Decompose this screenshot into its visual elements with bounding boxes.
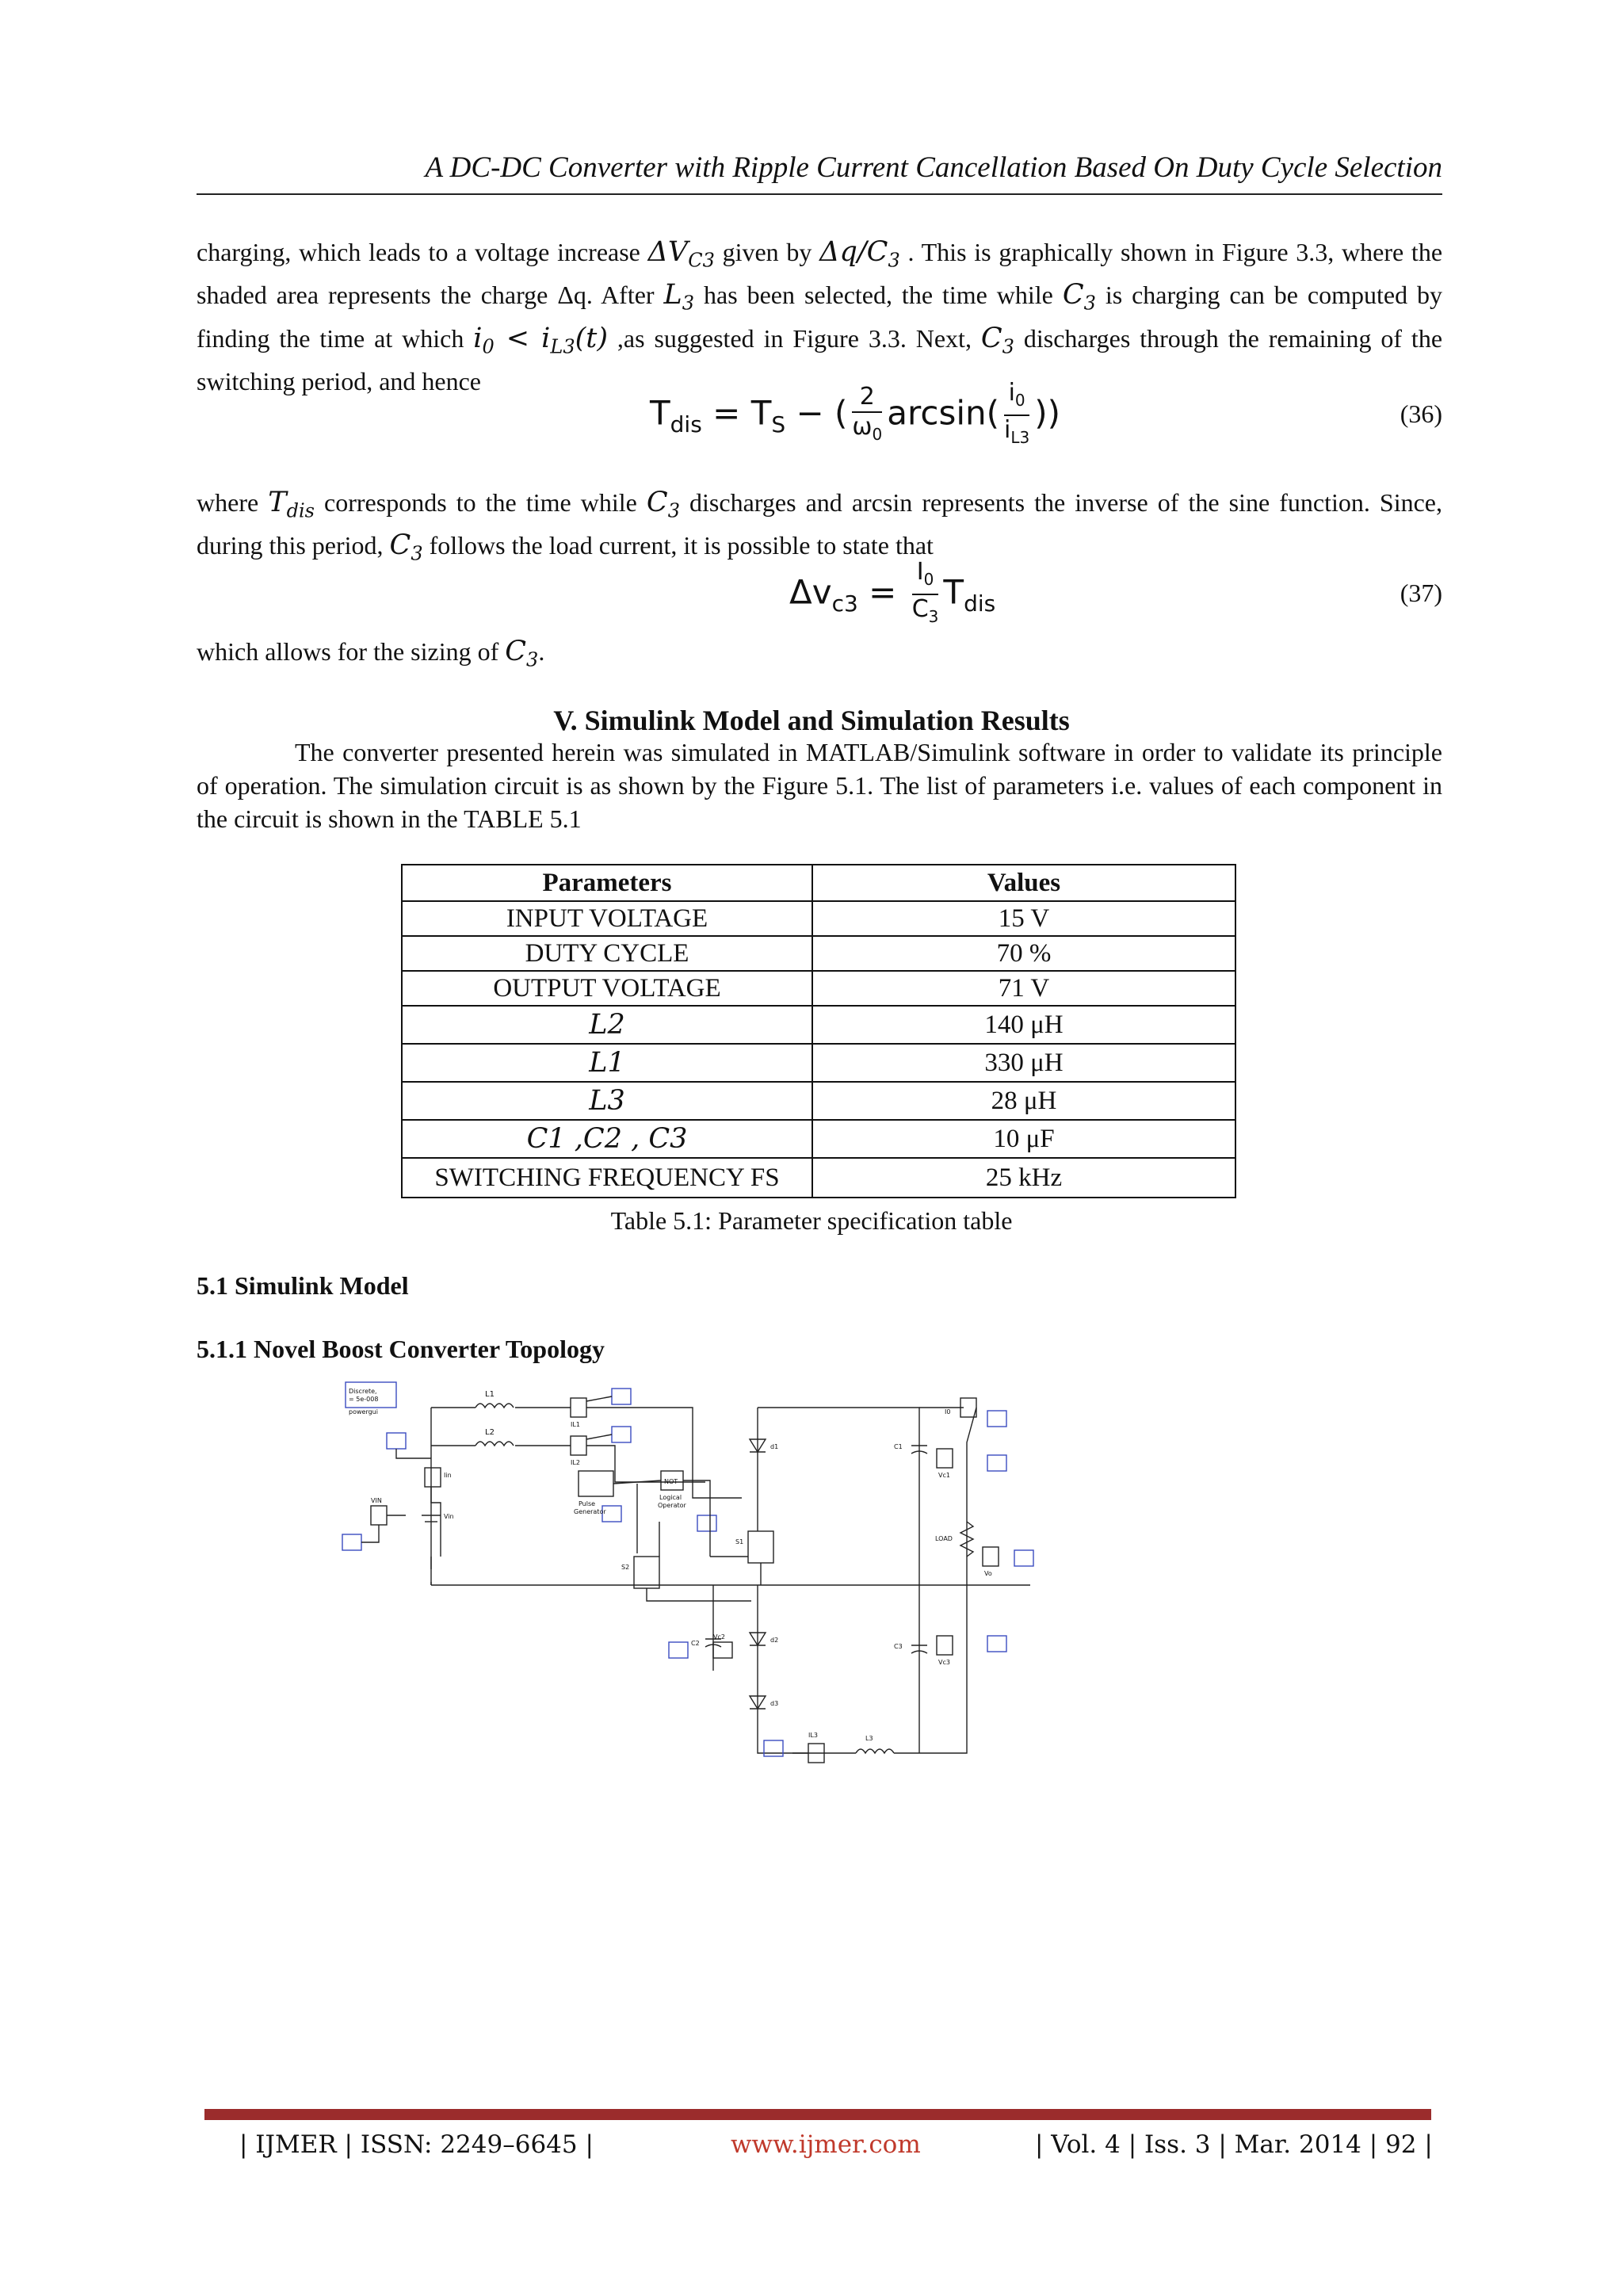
inductor-l3-coil (856, 1749, 894, 1753)
footer-journal: | IJMER | ISSN: 2249–6645 | (239, 2130, 594, 2159)
table-row (402, 1044, 1235, 1082)
equation-36: $T_{dis} = T_S$ − ( $\frac{2}{\omega_0}$ arcsin( $\frac{i_0}{i_{L3}}$ )) (650, 379, 1061, 447)
label-i0: I0 (945, 1408, 951, 1415)
table-row (402, 1120, 1235, 1158)
inductor-l1-coil (475, 1404, 514, 1408)
parameter-table (401, 864, 1236, 1198)
table-cell: 15 V (812, 901, 1235, 936)
label-d3: d3 (770, 1700, 779, 1707)
table-caption: Table 5.1: Parameter specification table (610, 1206, 1013, 1235)
header-rule (197, 193, 1442, 195)
table-header-row (402, 865, 1235, 901)
table-cell: 71 V (812, 971, 1235, 1006)
equation-36-number: (36) (1400, 399, 1442, 428)
table-cell: L1 (402, 1044, 812, 1082)
table-cell: DUTY CYCLE (402, 936, 812, 971)
label-d2: d2 (770, 1637, 779, 1644)
powergui-line2: = 5e-008 (349, 1396, 379, 1403)
sizing-sentence: which allows for the sizing of $C_3$. (197, 636, 545, 671)
simulink-circuit-diagram (333, 1379, 1284, 1950)
label-c2: C2 (691, 1640, 700, 1647)
table-cell: L3 (402, 1082, 812, 1120)
section-title: V. Simulink Model and Simulation Results (553, 705, 1070, 736)
table-cell: 330 μH (812, 1044, 1235, 1082)
label-vc1: Vc1 (938, 1472, 950, 1479)
table-cell: SWITCHING FREQUENCY FS (402, 1158, 812, 1198)
table-cell: OUTPUT VOLTAGE (402, 971, 812, 1006)
label-logical: Logical (659, 1494, 682, 1501)
footer-bar (204, 2109, 1431, 2120)
table-cell: INPUT VOLTAGE (402, 901, 812, 936)
table-row (402, 971, 1235, 1006)
table-row (402, 1006, 1235, 1044)
label-il2: IL2 (571, 1459, 580, 1466)
label-l1: L1 (485, 1390, 495, 1399)
table-cell: 140 μH (812, 1006, 1235, 1044)
equation-37: $\Delta v_{c3}$ = $\frac{I_0}{C_3}$ $T_{dis}$ (789, 558, 996, 626)
label-vc3: Vc3 (938, 1659, 950, 1666)
equation-37-number: (37) (1400, 579, 1442, 607)
table-cell: L2 (402, 1006, 812, 1044)
subsection-heading: 5.1 Simulink Model (197, 1271, 409, 1300)
table-row (402, 901, 1235, 936)
intro-paragraph: charging, which leads to a voltage increase $\Delta V_{C3}$ given by $\Delta q/C_3$ . This is graphically shown in Figure 3.3, where the shaded area represents the charge Δq. After $L_3$ has been selected, the time while $C_3$ is charging can be computed by finding the time at which $i_0 < i_{L3}(t)$ ,as suggested in Figure 3.3. Next, $C_3$ discharges through the remaining of the switching period, and hence (197, 236, 1443, 396)
table-row (402, 936, 1235, 971)
label-il1: IL1 (571, 1421, 580, 1428)
label-c3: C3 (894, 1643, 903, 1650)
label-il3: IL3 (808, 1732, 818, 1739)
label-vo: Vo (984, 1570, 992, 1577)
subsubsection-heading: 5.1.1 Novel Boost Converter Topology (197, 1335, 605, 1363)
footer-link[interactable]: www.ijmer.com (731, 2130, 921, 2159)
label-c1: C1 (894, 1443, 903, 1450)
label-not: NOT (664, 1478, 678, 1485)
powergui-block (346, 1382, 396, 1408)
running-header: A DC-DC Converter with Ripple Current Cancellation Based On Duty Cycle Selection (425, 151, 1442, 184)
inductor-l2-coil (475, 1442, 514, 1446)
label-operator: Operator (658, 1502, 686, 1509)
section-paragraph: The converter presented herein was simulated in MATLAB/Simulink software in order to validate its principle of operation. The simulation circuit is as shown by the Figure 5.1. The list of parameters i.e. values of each component in the circuit is shown in the TABLE 5.1 (197, 738, 1442, 833)
table-cell: 70 % (812, 936, 1235, 971)
table-cell: 25 kHz (812, 1158, 1235, 1198)
label-pulse: Pulse (579, 1500, 596, 1507)
table-cell: C1 ,C2 , C3 (402, 1120, 812, 1158)
table-row (402, 1158, 1235, 1198)
label-vin-source: Vin (444, 1513, 454, 1520)
label-l2: L2 (485, 1428, 495, 1437)
label-load: LOAD (935, 1535, 953, 1542)
table-header-values: Values (812, 865, 1235, 901)
label-s1: S1 (735, 1538, 744, 1545)
footer-issue: | Vol. 4 | Iss. 3 | Mar. 2014 | 92 | (1035, 2130, 1433, 2159)
table-cell: 10 μF (812, 1120, 1235, 1158)
middle-paragraph: where $T_{dis}$ corresponds to the time while $C_3$ discharges and arcsin represents the inverse of the sine function. Since, during this period, $C_3$ follows the load current, it is possible to state that (197, 487, 1442, 565)
label-vc2: Vc2 (713, 1633, 725, 1641)
powergui-line1: Discrete, (349, 1388, 377, 1395)
label-s2: S2 (621, 1564, 630, 1571)
label-generator: Generator (574, 1508, 606, 1515)
label-iin: Iin (444, 1472, 452, 1479)
label-l3: L3 (865, 1735, 873, 1742)
table-cell: 28 μH (812, 1082, 1235, 1120)
powergui-label: powergui (349, 1408, 378, 1415)
table-header-parameters: Parameters (402, 865, 812, 901)
label-d1: d1 (770, 1443, 779, 1450)
table-row (402, 1082, 1235, 1120)
label-vin-meter: VIN (371, 1497, 382, 1504)
